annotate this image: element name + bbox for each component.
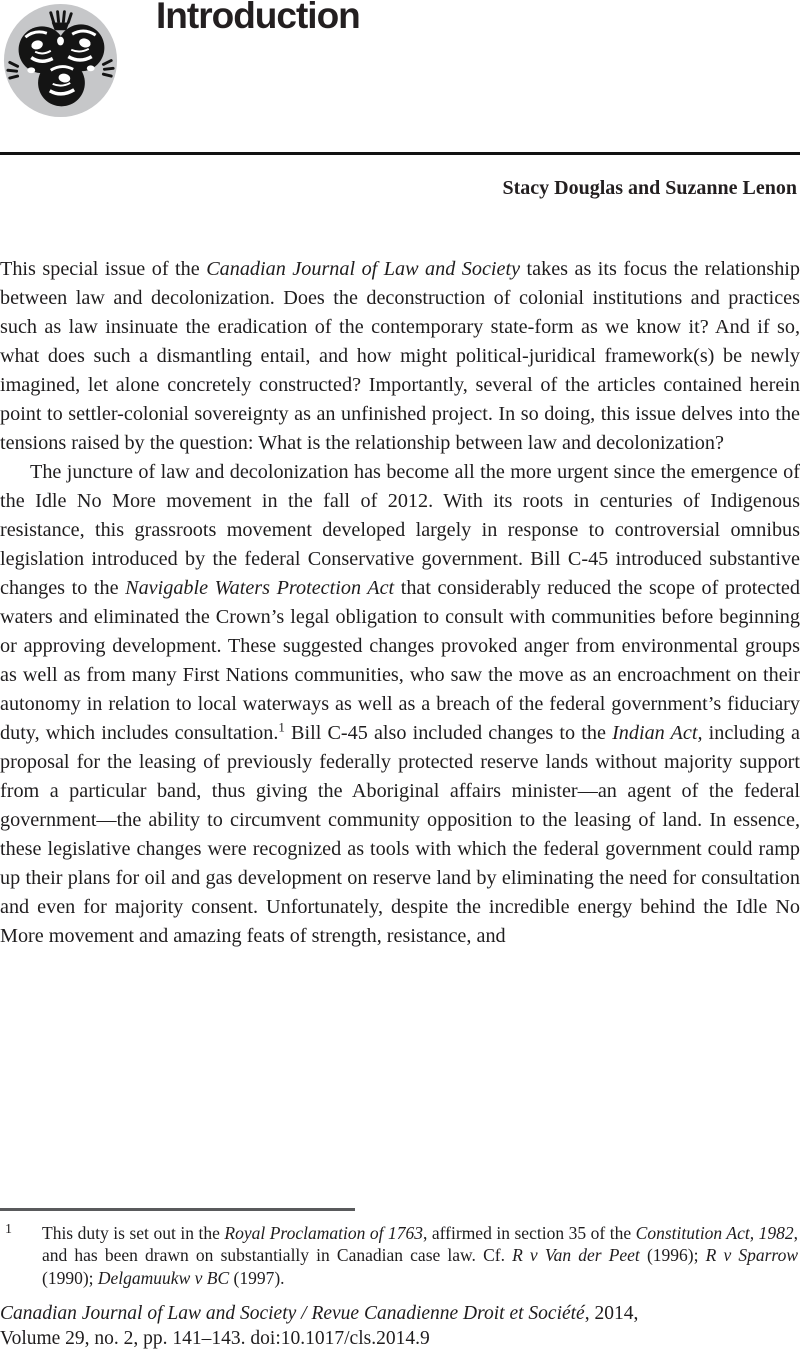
footnote-text: , affirmed in section 35 of the: [423, 1222, 636, 1243]
citation-year: , 2014,: [584, 1303, 639, 1324]
act-title-italic: Indian Act,: [612, 722, 703, 744]
body-text: including a proposal for the leasing of previously federally protected reserve lands without majority support from a particular band, thus giving the Aboriginal affairs minister—an agent of the federal government—the ability to circumvent community opposition to the leasing of land. In essence, these legislative changes were recognized as tools with which the federal government could ramp up their plans for oil and gas development on reserve land by eliminating the need for consultation and even for majority consent. Unfortunately, despite the incredible energy behind the Idle No More movement and amazing feats of strength, resistance, and: [0, 722, 800, 947]
cited-work-italic: Royal Proclamation of 1763: [224, 1222, 423, 1243]
citation-footer: [0, 1301, 800, 1351]
body-text: This special issue of the: [0, 258, 207, 280]
body-text: The juncture of law and decolonization has become all the more urgent since the emergence of the Idle No More movement in the fall of 2012. With its roots in centuries of Indigenous resistance, this grassroots movement developed largely in response to controversial omnibus legislation introduced by the federal Conservative government. Bill C-45 introduced substantive changes to the: [0, 461, 800, 599]
footnote-text: (1996);: [639, 1245, 706, 1265]
journal-logo-icon: [2, 2, 119, 119]
act-title-italic: Navigable Waters Protection Act: [125, 577, 395, 599]
footnote-reference-1: 1: [278, 719, 285, 735]
paragraph-2: [0, 458, 800, 951]
journal-title-italic: Canadian Journal of Law and Society: [206, 258, 521, 280]
case-name-italic: R v Sparrow: [705, 1245, 798, 1265]
case-name-italic: Delgamuukw v BC: [97, 1267, 230, 1288]
footnote-divider: [0, 1208, 355, 1211]
footnote-text: (1997).: [229, 1267, 285, 1288]
cited-work-italic: Constitution Act, 1982: [635, 1222, 794, 1243]
body-text: Bill C-45 also included changes to the: [284, 722, 613, 744]
journal-name-italic: Canadian Journal of Law and Society / Revue Canadienne Droit et Société: [0, 1303, 585, 1324]
footnote-text: This duty is set out in the: [42, 1222, 225, 1243]
footnote-text: (1990);: [42, 1267, 98, 1288]
footnote-marker: 1: [5, 1221, 12, 1237]
footnote-1: [0, 1222, 800, 1290]
body-text: that considerably reduced the scope of protected waters and eliminated the Crown’s legal obligation to consult with communities before beginning or approving development. These suggested changes provoked anger from environmental groups as well as from many First Nations communities, who saw the move as an encroachment on their autonomy in relation to local waterways as well as a breach of the federal government’s fiduciary duty, which includes consultation.: [0, 577, 800, 744]
citation-line-1: [0, 1301, 800, 1326]
case-name-italic: R v Van der Peet: [512, 1245, 640, 1265]
paragraph-1: [0, 255, 800, 458]
footnote-text: , and has been drawn on substantially in Canadian case law. Cf.: [42, 1222, 798, 1265]
header-divider: [0, 152, 800, 155]
page-title: Introduction: [156, 0, 360, 36]
body-text: takes as its focus the relationship between law and decolonization. Does the deconstruction of colonial institutions and practices such as law insinuate the eradication of the contemporary state-form as we know it? And if so, what does such a dismantling entail, and how might political-juridical framework(s) be newly imagined, let alone concretely constructed? Importantly, several of the articles contained herein point to settler-colonial sovereignty as an unfinished project. In so doing, this issue delves into the tensions raised by the question: What is the relationship between law and decolonization?: [0, 258, 800, 454]
citation-line-2: Volume 29, no. 2, pp. 141–143. doi:10.1017/cls.2014.9: [0, 1328, 430, 1349]
page-bottom: [0, 1208, 800, 1357]
article-body: [0, 255, 800, 951]
authors-line: Stacy Douglas and Suzanne Lenon: [502, 177, 797, 199]
page-header: [0, 0, 800, 152]
